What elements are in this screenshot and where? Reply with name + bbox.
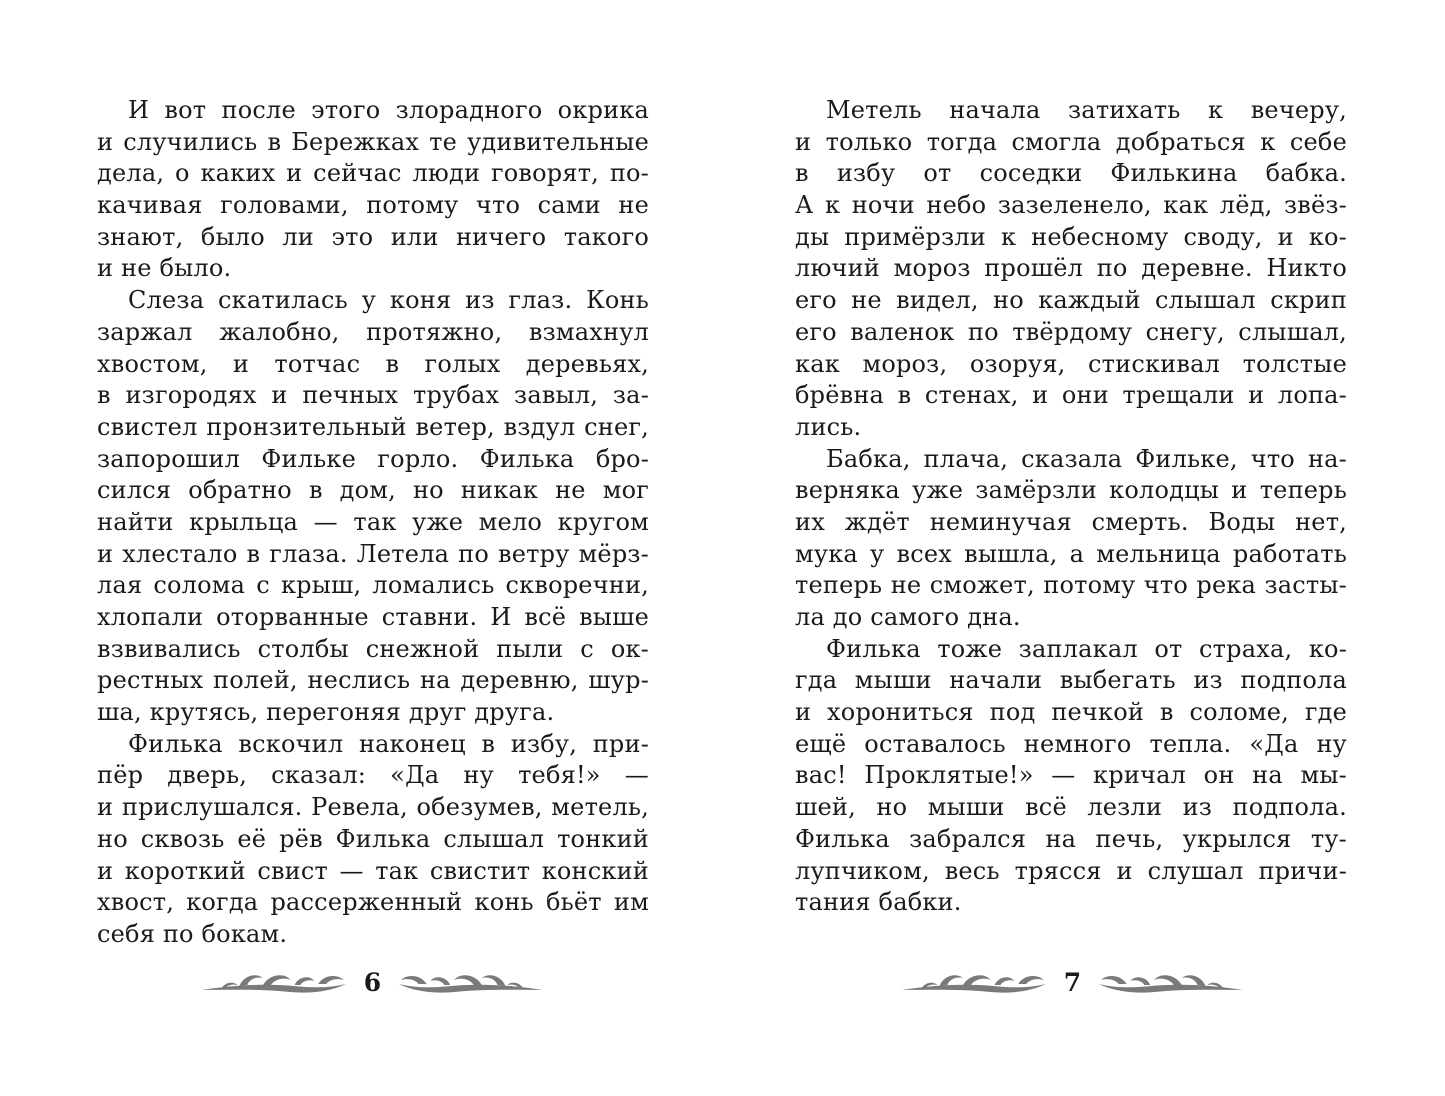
text-line: и прислушался. Ревела, обезумев, метель, <box>97 793 649 822</box>
text-line: себя по бокам. <box>97 919 288 948</box>
text-line: Метель начала затихать к вечеру, <box>826 96 1347 124</box>
text-line: заржал жалобно, протяжно, взмахнул <box>97 317 649 346</box>
text-line: дела, о каких и сейчас люди говорят, по- <box>97 159 649 188</box>
text-line: как мороз, озоруя, стискивал толстые <box>795 349 1347 378</box>
text-line: тания бабки. <box>795 888 962 917</box>
text-line: найти крыльца — так уже мело кругом <box>97 507 649 536</box>
text-line: лупчиком, весь трясся и слушал причи- <box>795 856 1347 885</box>
right-page-text <box>795 95 1347 919</box>
text-line: сился обратно в дом, но никак не мог <box>97 476 649 505</box>
text-line: гда мыши начали выбегать из подпола <box>795 666 1347 695</box>
text-line: ды примёрзли к небесному своду, и ко- <box>795 222 1347 251</box>
text-line: хвост, когда рассерженный конь бьёт им <box>97 888 649 917</box>
text-line: вас! Проклятые!» — кричал он на мы- <box>795 761 1347 790</box>
text-line: хлопали оторванные ставни. И всё выше <box>97 603 649 631</box>
text-line: в изгородях и печных трубах завыл, за- <box>97 381 649 410</box>
flourish-left-icon <box>900 966 1048 1000</box>
text-line: его валенок по твёрдому снегу, слышал, <box>795 317 1347 346</box>
text-line: А к ночи небо зазеленело, как лёд, звёз- <box>795 191 1347 220</box>
flourish-right-icon <box>1097 966 1245 1000</box>
text-line: запорошил Фильке горло. Филька бро- <box>97 444 649 473</box>
text-line: ещё оставалось немного тепла. «Да ну <box>795 729 1347 758</box>
text-line: но сквозь её рёв Филька слышал тонкий <box>97 824 649 853</box>
text-line: знают, было ли это или ничего такого <box>97 222 649 251</box>
text-line: качивая головами, потому что сами не <box>97 191 649 220</box>
right-page-footer <box>900 963 1245 1003</box>
text-line: и только тогда смогла добраться к себе <box>795 127 1347 156</box>
text-line: брёвна в стенах, и они трещали и лопа- <box>795 381 1347 410</box>
page-number: 7 <box>1063 968 1082 997</box>
text-line: теперь не сможет, потому что река засты- <box>795 571 1347 600</box>
text-line: и не было. <box>97 254 232 283</box>
text-line: Бабка, плача, сказала Фильке, что на- <box>826 444 1347 473</box>
text-line: мука у всех вышла, а мельница работать <box>795 539 1347 568</box>
text-line: пёр дверь, сказал: «Да ну тебя!» — <box>97 761 649 790</box>
text-line: в избу от соседки Филькина бабка. <box>795 159 1347 188</box>
text-line: и хорониться под печкой в соломе, где <box>795 698 1347 727</box>
text-line: лись. <box>795 412 862 441</box>
left-page-footer <box>200 963 545 1003</box>
text-line: Филька забрался на печь, укрылся ту- <box>795 824 1347 853</box>
flourish-left-icon <box>200 966 348 1000</box>
text-line: их ждёт неминучая смерть. Воды нет, <box>795 507 1347 536</box>
text-line: верняка уже замёрзли колодцы и теперь <box>795 476 1347 505</box>
text-line: Филька вскочил наконец в избу, при- <box>128 729 649 758</box>
text-line: лючий мороз прошёл по деревне. Никто <box>795 254 1347 283</box>
text-line: и случились в Бережках те удивительные <box>97 127 649 156</box>
text-line: свистел пронзительный ветер, вздул снег, <box>97 412 649 441</box>
text-line: Слеза скатилась у коня из глаз. Конь <box>128 286 649 315</box>
text-line: рестных полей, неслись на деревню, шур- <box>97 666 649 695</box>
text-line: ла до самого дна. <box>795 603 1021 631</box>
text-line: лая солома с крыш, ломались скворечни, <box>97 571 649 600</box>
left-page-text <box>97 95 649 951</box>
text-line: и хлестало в глаза. Летела по ветру мёрз- <box>97 539 649 568</box>
text-line: ша, крутясь, перегоняя друг друга. <box>97 698 555 727</box>
flourish-right-icon <box>397 966 545 1000</box>
text-line: хвостом, и тотчас в голых деревьях, <box>97 349 649 378</box>
text-line: его не видел, но каждый слышал скрип <box>795 286 1347 315</box>
text-line: и короткий свист — так свистит конский <box>97 856 649 885</box>
text-line: Филька тоже заплакал от страха, ко- <box>826 634 1347 663</box>
text-line: И вот после этого злорадного окрика <box>128 96 649 124</box>
page-number: 6 <box>363 968 382 997</box>
text-line: взвивались столбы снежной пыли с ок- <box>97 634 649 663</box>
text-line: шей, но мыши всё лезли из подпола. <box>795 793 1347 822</box>
